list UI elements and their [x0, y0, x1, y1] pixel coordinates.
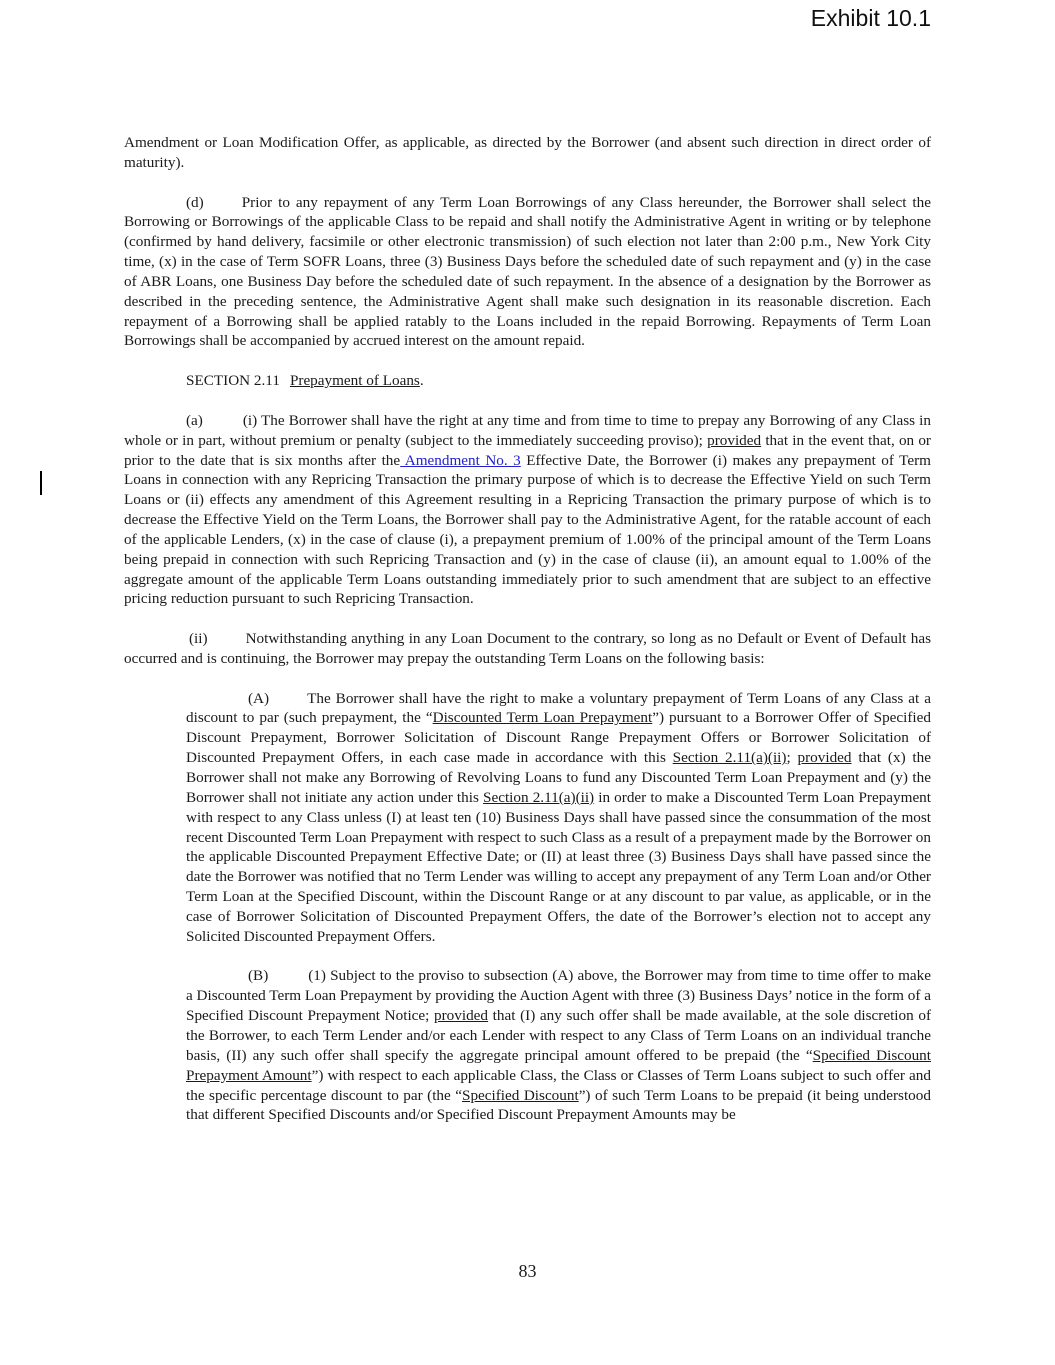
paragraph-d-label: (d) [186, 193, 204, 211]
section-number: SECTION 2.11 [186, 372, 280, 390]
paragraph-d [124, 193, 931, 352]
section-ref-1: Section 2.11(a)(ii) [672, 749, 787, 767]
revision-change-bar [40, 471, 42, 495]
paragraph-B: (B) (1) Subject to the proviso to subsection (A) above, the Borrower may from time to time offer to make a Discounted Term Loan Prepayment by providing the Auction Agent with three (3) Business Days’ notice in the form of a Specified Discount Prepayment Notice; provided that (I) any such offer shall be made available, at the sole discretion of the Borrower, to each Term Lender and/or each Lender with respect to any Class of Term Loans on an individual tranche basis, (II) any such offer shall specify the aggregate principal amount offered to be prepaid (the “Specified Discount Prepayment Amount”) with respect to each applicable Class, the Class or Classes of Term Loans subject to such offer and the specific percentage discount to par (the “Specified Discount”) of such Term Loans to be prepaid (it being understood that different Specified Discounts and/or Specified Discount Prepayment Amounts may be [186, 967, 932, 1124]
page-number: 83 [518, 1261, 537, 1281]
paragraph-a: (a) (i) The Borrower shall have the right at any time and from time to time to prepay any Borrowing of any Class in whole or in part, without premium or penalty (subject to the immediately succeeding proviso); provided that in the event that, on or prior to the date that is six months after the Amendment No. 3 Effective Date, the Borrower (i) makes any prepayment of Term Loans in connection with any Repricing Transaction the primary purpose of which is to decrease the Effective Yield on such Term Loans or (ii) effects any amendment of this Agreement resulting in a Repricing Transaction the primary purpose of which is to decrease the Effective Yield on the Term Loans, the Borrower shall pay to the Administrative Agent, for the ratable account of each of the applicable Lenders, (x) in the case of clause (i), a prepayment premium of 1.00% of the principal amount of the Term Loans being prepaid in connection with such Repricing Transaction and (y) in the case of clause (ii), an amount equal to 1.00% of the aggregate amount of the applicable Term Loans outstanding immediately prior to such amendment that are subject to an effective pricing reduction pursuant to such Repricing Transaction. [124, 411, 931, 608]
amendment-no-3-link[interactable]: Amendment No. 3 [400, 451, 521, 469]
provided-term: provided [797, 749, 852, 767]
specified-discount-prepayment-amount-term: Specified Discount Prepayment Amount [186, 1046, 931, 1084]
specified-discount-term: Specified Discount [462, 1086, 579, 1104]
exhibit-label: Exhibit 10.1 [810, 5, 931, 31]
section-heading: SECTION 2.11 Prepayment of Loans. [186, 372, 424, 390]
document-body [124, 133, 931, 1145]
paragraph-d-text: Prior to any repayment of any Term Loan Borrowings of any Class hereunder, the Borrower shall select the Borrowing or Borrowings of the applicable Class to be repaid and shall notify the Administrative Agent in writing or by telephone (confirmed by hand delivery, facsimile or other electronic transmission) of such election not later than 2:00 p.m., New York City time, (x) in the case of Term SOFR Loans, three (3) Business Days before the scheduled date of such repayment and (y) in the case of ABR Loans, one Business Day before the scheduled date of such repayment. In the absence of a designation by the Borrower as described in the preceding sentence, the Administrative Agent shall make such designation in its reasonable discretion. Each repayment of a Borrowing shall be applied ratably to the Loans included in the repaid Borrowing. Repayments of Term Loan Borrowings shall be accompanied by accrued interest on the amount repaid. [124, 193, 931, 350]
section-title: Prepayment of Loans [289, 372, 420, 390]
provided-term: provided [707, 431, 762, 449]
paragraph-ii-label: (ii) [189, 630, 208, 648]
paragraph-A-label: (A) [248, 689, 270, 707]
paragraph-A: (A) The Borrower shall have the right to make a voluntary prepayment of Term Loans of any Class at a discount to par (such prepayment, the “Discounted Term Loan Prepayment”) pursuant to a Borrower Offer of Specified Discount Prepayment, Borrower Solicitation of Discount Range Prepayment Offers or Borrower Solicitation of Discounted Prepayment Offers, in each case made in accordance with this Section 2.11(a)(ii); provided that (x) the Borrower shall not make any Borrowing of Revolving Loans to fund any Discounted Term Loan Prepayment and (y) the Borrower shall not initiate any action under this Section 2.11(a)(ii) in order to make a Discounted Term Loan Prepayment with respect to any Class unless (I) at least ten (10) Business Days shall have passed since the consummation of the most recent Discounted Term Loan Prepayment with respect to such Class as a result of a prepayment made by the Borrower on the applicable Discounted Prepayment Effective Date; or (II) at least three (3) Business Days shall have passed since the date the Borrower was notified that no Term Lender was willing to accept any prepayment of any Term Loan and/or Other Term Loan at the Specified Discount, within the Discount Range or at any discount to par value, as applicable, or in the case of Borrower Solicitation of Discounted Prepayment Offers, the date of the Borrower’s election not to accept any Solicited Discounted Prepayment Offers. [186, 689, 932, 945]
paragraph-B-label: (B) [248, 967, 269, 985]
discounted-term-loan-prepayment-term: Discounted Term Loan Prepayment [432, 709, 653, 727]
paragraph-a-label: (a) [186, 411, 203, 429]
intro-paragraph: Amendment or Loan Modification Offer, as applicable, as directed by the Borrower (and absent such direction in direct order of maturity). [124, 134, 931, 171]
section-ref-2: Section 2.11(a)(ii) [483, 788, 595, 806]
paragraph-a-ii: (ii) Notwithstanding anything in any Loan Document to the contrary, so long as no Default or Event of Default has occurred and is continuing, the Borrower may prepay the outstanding Term Loans on the following basis: [124, 630, 931, 667]
provided-term: provided [434, 1007, 489, 1025]
